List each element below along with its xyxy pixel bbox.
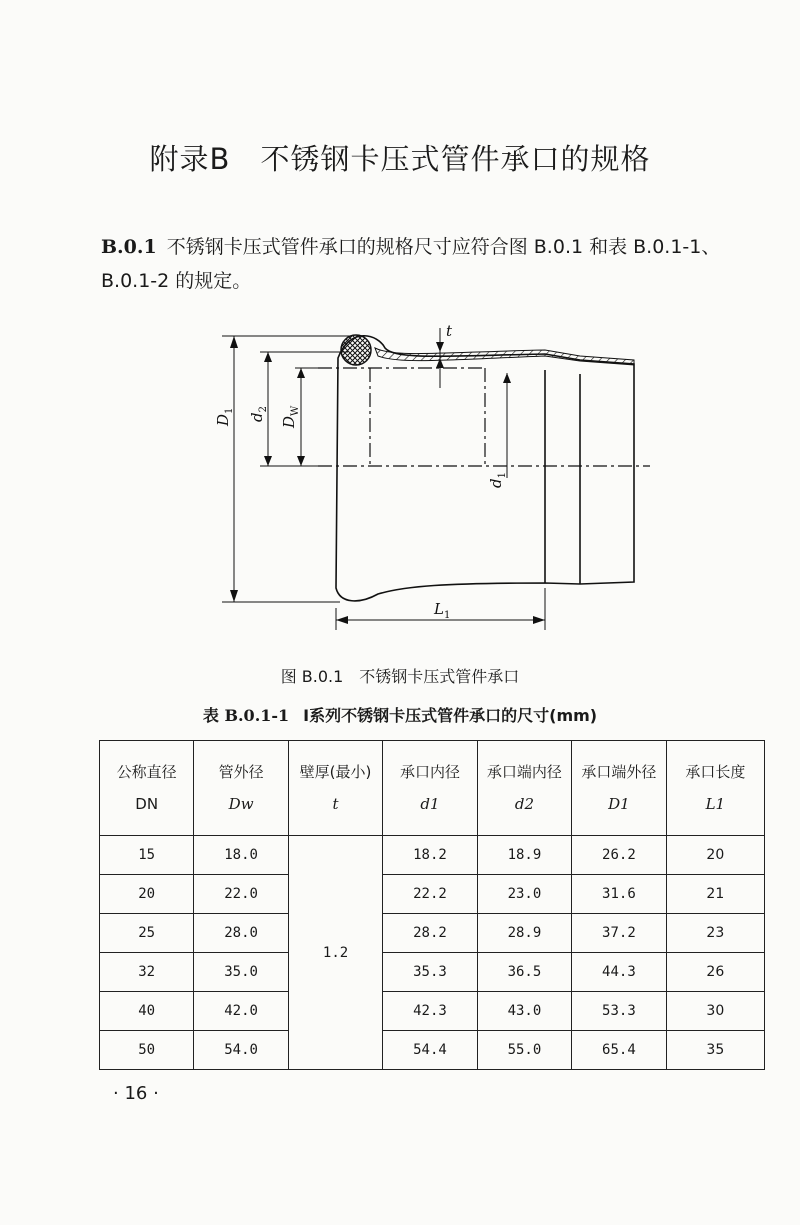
- label-d1: $d_1$: [487, 472, 508, 488]
- header-L1: 承口长度 L1: [666, 741, 764, 836]
- cell-L1: 30: [666, 992, 764, 1031]
- cell-dw: 42.0: [194, 992, 288, 1031]
- label-L1: $L_1$: [434, 600, 451, 621]
- cell-dn: 32: [100, 953, 194, 992]
- cell-d2: 23.0: [477, 875, 571, 914]
- table-row: [100, 992, 765, 1031]
- cell-d2: 18.9: [477, 836, 571, 875]
- table-row: [100, 875, 765, 914]
- cell-dw: 22.0: [194, 875, 288, 914]
- table-row: [100, 836, 765, 875]
- cell-dn: 15: [100, 836, 194, 875]
- cell-d1: 18.2: [383, 836, 477, 875]
- figure-caption: 图 B.0.1 不锈钢卡压式管件承口: [280, 667, 520, 686]
- socket-diagram: [200, 318, 660, 638]
- cell-D1: 26.2: [572, 836, 666, 875]
- cell-wall-thickness: 1.2: [288, 836, 382, 1070]
- cell-dw: 35.0: [194, 953, 288, 992]
- table-row: [100, 914, 765, 953]
- cell-dw: 54.0: [194, 1031, 288, 1070]
- wall-section: [375, 348, 634, 365]
- label-t: t: [446, 322, 453, 340]
- cell-d1: 22.2: [383, 875, 477, 914]
- cell-L1: 20: [666, 836, 764, 875]
- clause-number: B.0.1: [101, 236, 157, 258]
- cell-dn: 40: [100, 992, 194, 1031]
- header-D1: 承口端外径 D1: [572, 741, 666, 836]
- socket-dimension-table: [99, 740, 765, 1070]
- table-title-text: Ⅰ系列不锈钢卡压式管件承口的尺寸(mm): [303, 706, 598, 725]
- cell-L1: 21: [666, 875, 764, 914]
- cell-d2: 55.0: [477, 1031, 571, 1070]
- cell-D1: 65.4: [572, 1031, 666, 1070]
- header-dn: 公称直径 DN: [100, 741, 194, 836]
- cell-d2: 28.9: [477, 914, 571, 953]
- header-d1: 承口内径 d1: [383, 741, 477, 836]
- cell-dn: 50: [100, 1031, 194, 1070]
- table-row: [100, 953, 765, 992]
- table-row: [100, 1031, 765, 1070]
- label-D1: $D_1$: [214, 407, 235, 426]
- clause-text: 不锈钢卡压式管件承口的规格尺寸应符合图 B.0.1 和表 B.0.1-1、B.0.1-2 的规定。: [101, 236, 721, 292]
- inserted-pipe: [318, 368, 650, 466]
- cell-dw: 28.0: [194, 914, 288, 953]
- table-title: [0, 703, 800, 726]
- cell-d1: 35.3: [383, 953, 477, 992]
- cell-d1: 28.2: [383, 914, 477, 953]
- cell-d2: 36.5: [477, 953, 571, 992]
- cell-D1: 37.2: [572, 914, 666, 953]
- page-number: · 16 ·: [113, 1083, 159, 1104]
- header-t: 壁厚(最小) t: [288, 741, 382, 836]
- cell-d2: 43.0: [477, 992, 571, 1031]
- table-number: 表 B.0.1-1: [202, 706, 290, 725]
- table-header-row: [100, 741, 765, 836]
- cell-dn: 25: [100, 914, 194, 953]
- label-d2: $d_2$: [248, 406, 269, 422]
- cell-L1: 35: [666, 1031, 764, 1070]
- cell-D1: 53.3: [572, 992, 666, 1031]
- appendix-title: 附录B 不锈钢卡压式管件承口的规格: [149, 142, 651, 177]
- cell-L1: 23: [666, 914, 764, 953]
- header-d2: 承口端内径 d2: [477, 741, 571, 836]
- header-dw: 管外径 Dw: [194, 741, 288, 836]
- cell-d1: 54.4: [383, 1031, 477, 1070]
- o-ring-seal: [341, 335, 371, 365]
- cell-d1: 42.3: [383, 992, 477, 1031]
- cell-D1: 44.3: [572, 953, 666, 992]
- cell-L1: 26: [666, 953, 764, 992]
- clause-b-0-1: [101, 230, 771, 298]
- label-Dw: $D_W$: [280, 405, 301, 428]
- cell-dn: 20: [100, 875, 194, 914]
- cell-dw: 18.0: [194, 836, 288, 875]
- cell-D1: 31.6: [572, 875, 666, 914]
